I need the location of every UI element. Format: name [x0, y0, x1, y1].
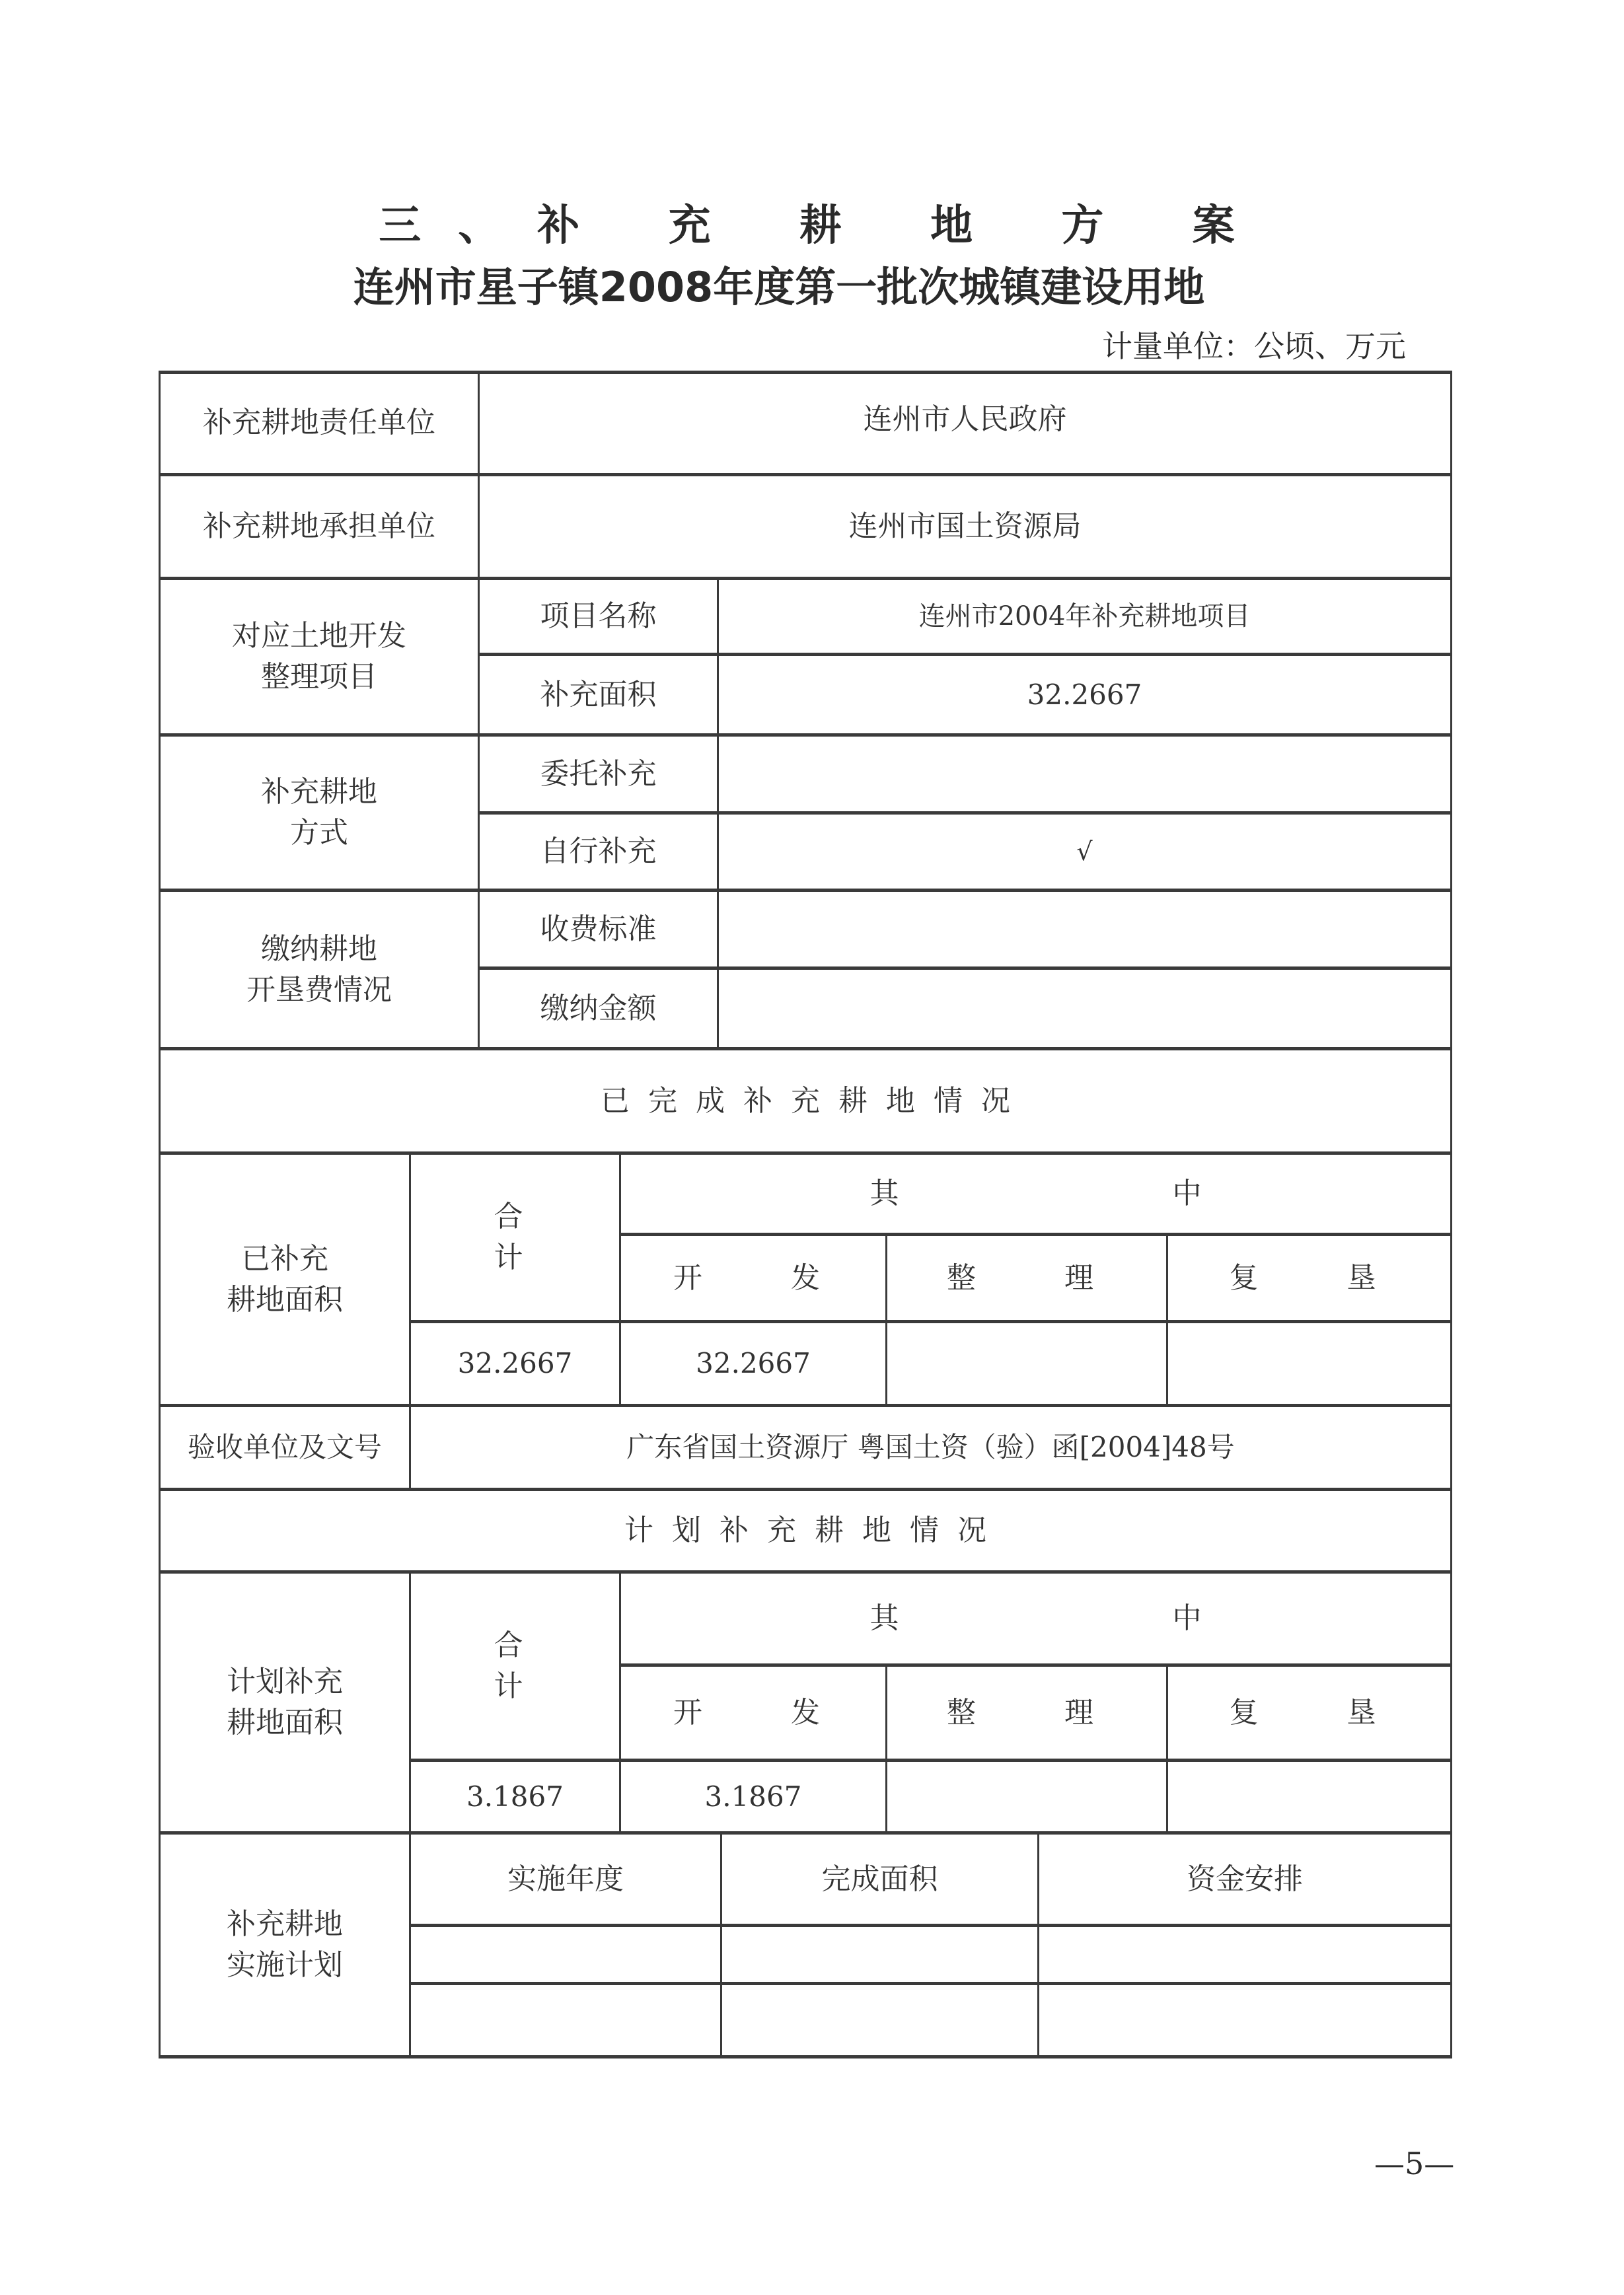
- completed-reclaim-value: [1168, 1323, 1450, 1404]
- completed-dev-label: 开 发: [673, 1260, 860, 1295]
- planned-dev-value: 3.1867: [704, 1780, 802, 1813]
- planned-arrange-value: [887, 1762, 1166, 1831]
- completed-total-label: 合 计: [494, 1200, 563, 1274]
- project-area-value: 32.2667: [1027, 678, 1142, 711]
- self-supplement-check: √: [1076, 837, 1093, 866]
- undertaking-unit-value: 连州市国土资源局: [848, 509, 1082, 543]
- project-label-line1: 对应土地开发: [232, 619, 406, 653]
- completed-area-label: [161, 1155, 409, 1404]
- self-supplement-label: 自行补充: [540, 834, 657, 868]
- method-label-line1: 补充耕地: [261, 775, 377, 809]
- completed-arrange-value: [887, 1323, 1166, 1404]
- completed-total-value: 32.2667: [457, 1347, 573, 1379]
- project-area-label: 补充面积: [540, 677, 657, 711]
- planned-reclaim-label: 复 垦: [1229, 1695, 1416, 1730]
- fee-amount-value: [719, 970, 1450, 1047]
- impl-row2-area: [722, 1985, 1037, 2055]
- planned-reclaim-value: [1168, 1762, 1450, 1831]
- document-title: 三、补 充 耕 地 方 案: [379, 201, 1272, 250]
- planned-total-label: 合 计: [494, 1628, 563, 1703]
- project-name-value: 连州市2004年补充耕地项目: [918, 601, 1251, 632]
- impl-row1-area: [722, 1927, 1037, 1982]
- fee-standard-label: 收费标准: [540, 912, 657, 946]
- table-border-right: [1450, 371, 1452, 2058]
- acceptance-label: 验收单位及文号: [187, 1431, 382, 1463]
- project-label: [161, 580, 478, 733]
- entrusted-value: [719, 737, 1450, 811]
- planned-total-value: 3.1867: [466, 1780, 564, 1813]
- table-border-bottom: [159, 2055, 1452, 2058]
- completed-reclaim-label: 复 垦: [1229, 1260, 1416, 1295]
- completed-area-label-line2: 耕地面积: [227, 1282, 343, 1317]
- impl-col-funding: 资金安排: [1187, 1862, 1303, 1896]
- impl-col-year: 实施年度: [507, 1862, 624, 1896]
- measurement-unit: 计量单位：公顷、万元: [1102, 328, 1406, 364]
- impl-row1-year: [411, 1927, 720, 1982]
- impl-row2-year: [411, 1985, 720, 2055]
- completed-of-which-label: 其 中: [869, 1177, 1334, 1210]
- impl-col-area: 完成面积: [821, 1862, 938, 1896]
- impl-row1-funding: [1039, 1927, 1450, 1982]
- completed-arrange-label: 整 理: [947, 1260, 1133, 1295]
- planned-area-label: [161, 1574, 409, 1831]
- impl-row2-funding: [1039, 1985, 1450, 2055]
- planned-of-which-label: 其 中: [869, 1601, 1334, 1635]
- project-label-line2: 整理项目: [261, 660, 377, 694]
- method-label-line2: 方式: [290, 816, 348, 850]
- entrusted-label: 委托补充: [540, 756, 657, 791]
- acceptance-value: 广东省国土资源厅 粤国土资（验）函[2004]48号: [626, 1431, 1235, 1463]
- document-subtitle: 连州市星子镇2008年度第一批次城镇建设用地: [353, 263, 1205, 311]
- completed-section-title: 已完成补充耕地情况: [601, 1083, 1029, 1118]
- fee-amount-label: 缴纳金额: [540, 991, 657, 1025]
- responsible-unit-label: 补充耕地责任单位: [203, 406, 435, 439]
- responsible-unit-value: 连州市人民政府: [863, 402, 1067, 436]
- fee-label-line1: 缴纳耕地: [261, 931, 377, 966]
- completed-dev-value: 32.2667: [696, 1347, 811, 1379]
- completed-area-label-line1: 已补充: [241, 1241, 328, 1276]
- fee-label-line2: 开垦费情况: [246, 972, 392, 1007]
- fee-standard-value: [719, 892, 1450, 966]
- planned-area-label-line1: 计划补充: [227, 1665, 343, 1698]
- method-label: [161, 737, 478, 889]
- planned-arrange-label: 整 理: [947, 1695, 1133, 1730]
- page-number: —5—: [1374, 2146, 1455, 2181]
- implementation-label-line1: 补充耕地: [227, 1907, 343, 1941]
- fee-label: [161, 892, 478, 1047]
- undertaking-unit-label: 补充耕地承担单位: [203, 509, 435, 543]
- planned-section-title: 计划补充耕地情况: [624, 1513, 1005, 1547]
- planned-area-label-line2: 耕地面积: [227, 1706, 343, 1739]
- implementation-label: [161, 1835, 409, 2055]
- planned-dev-label: 开 发: [673, 1695, 860, 1730]
- project-name-label: 项目名称: [540, 599, 657, 633]
- implementation-label-line2: 实施计划: [227, 1948, 343, 1982]
